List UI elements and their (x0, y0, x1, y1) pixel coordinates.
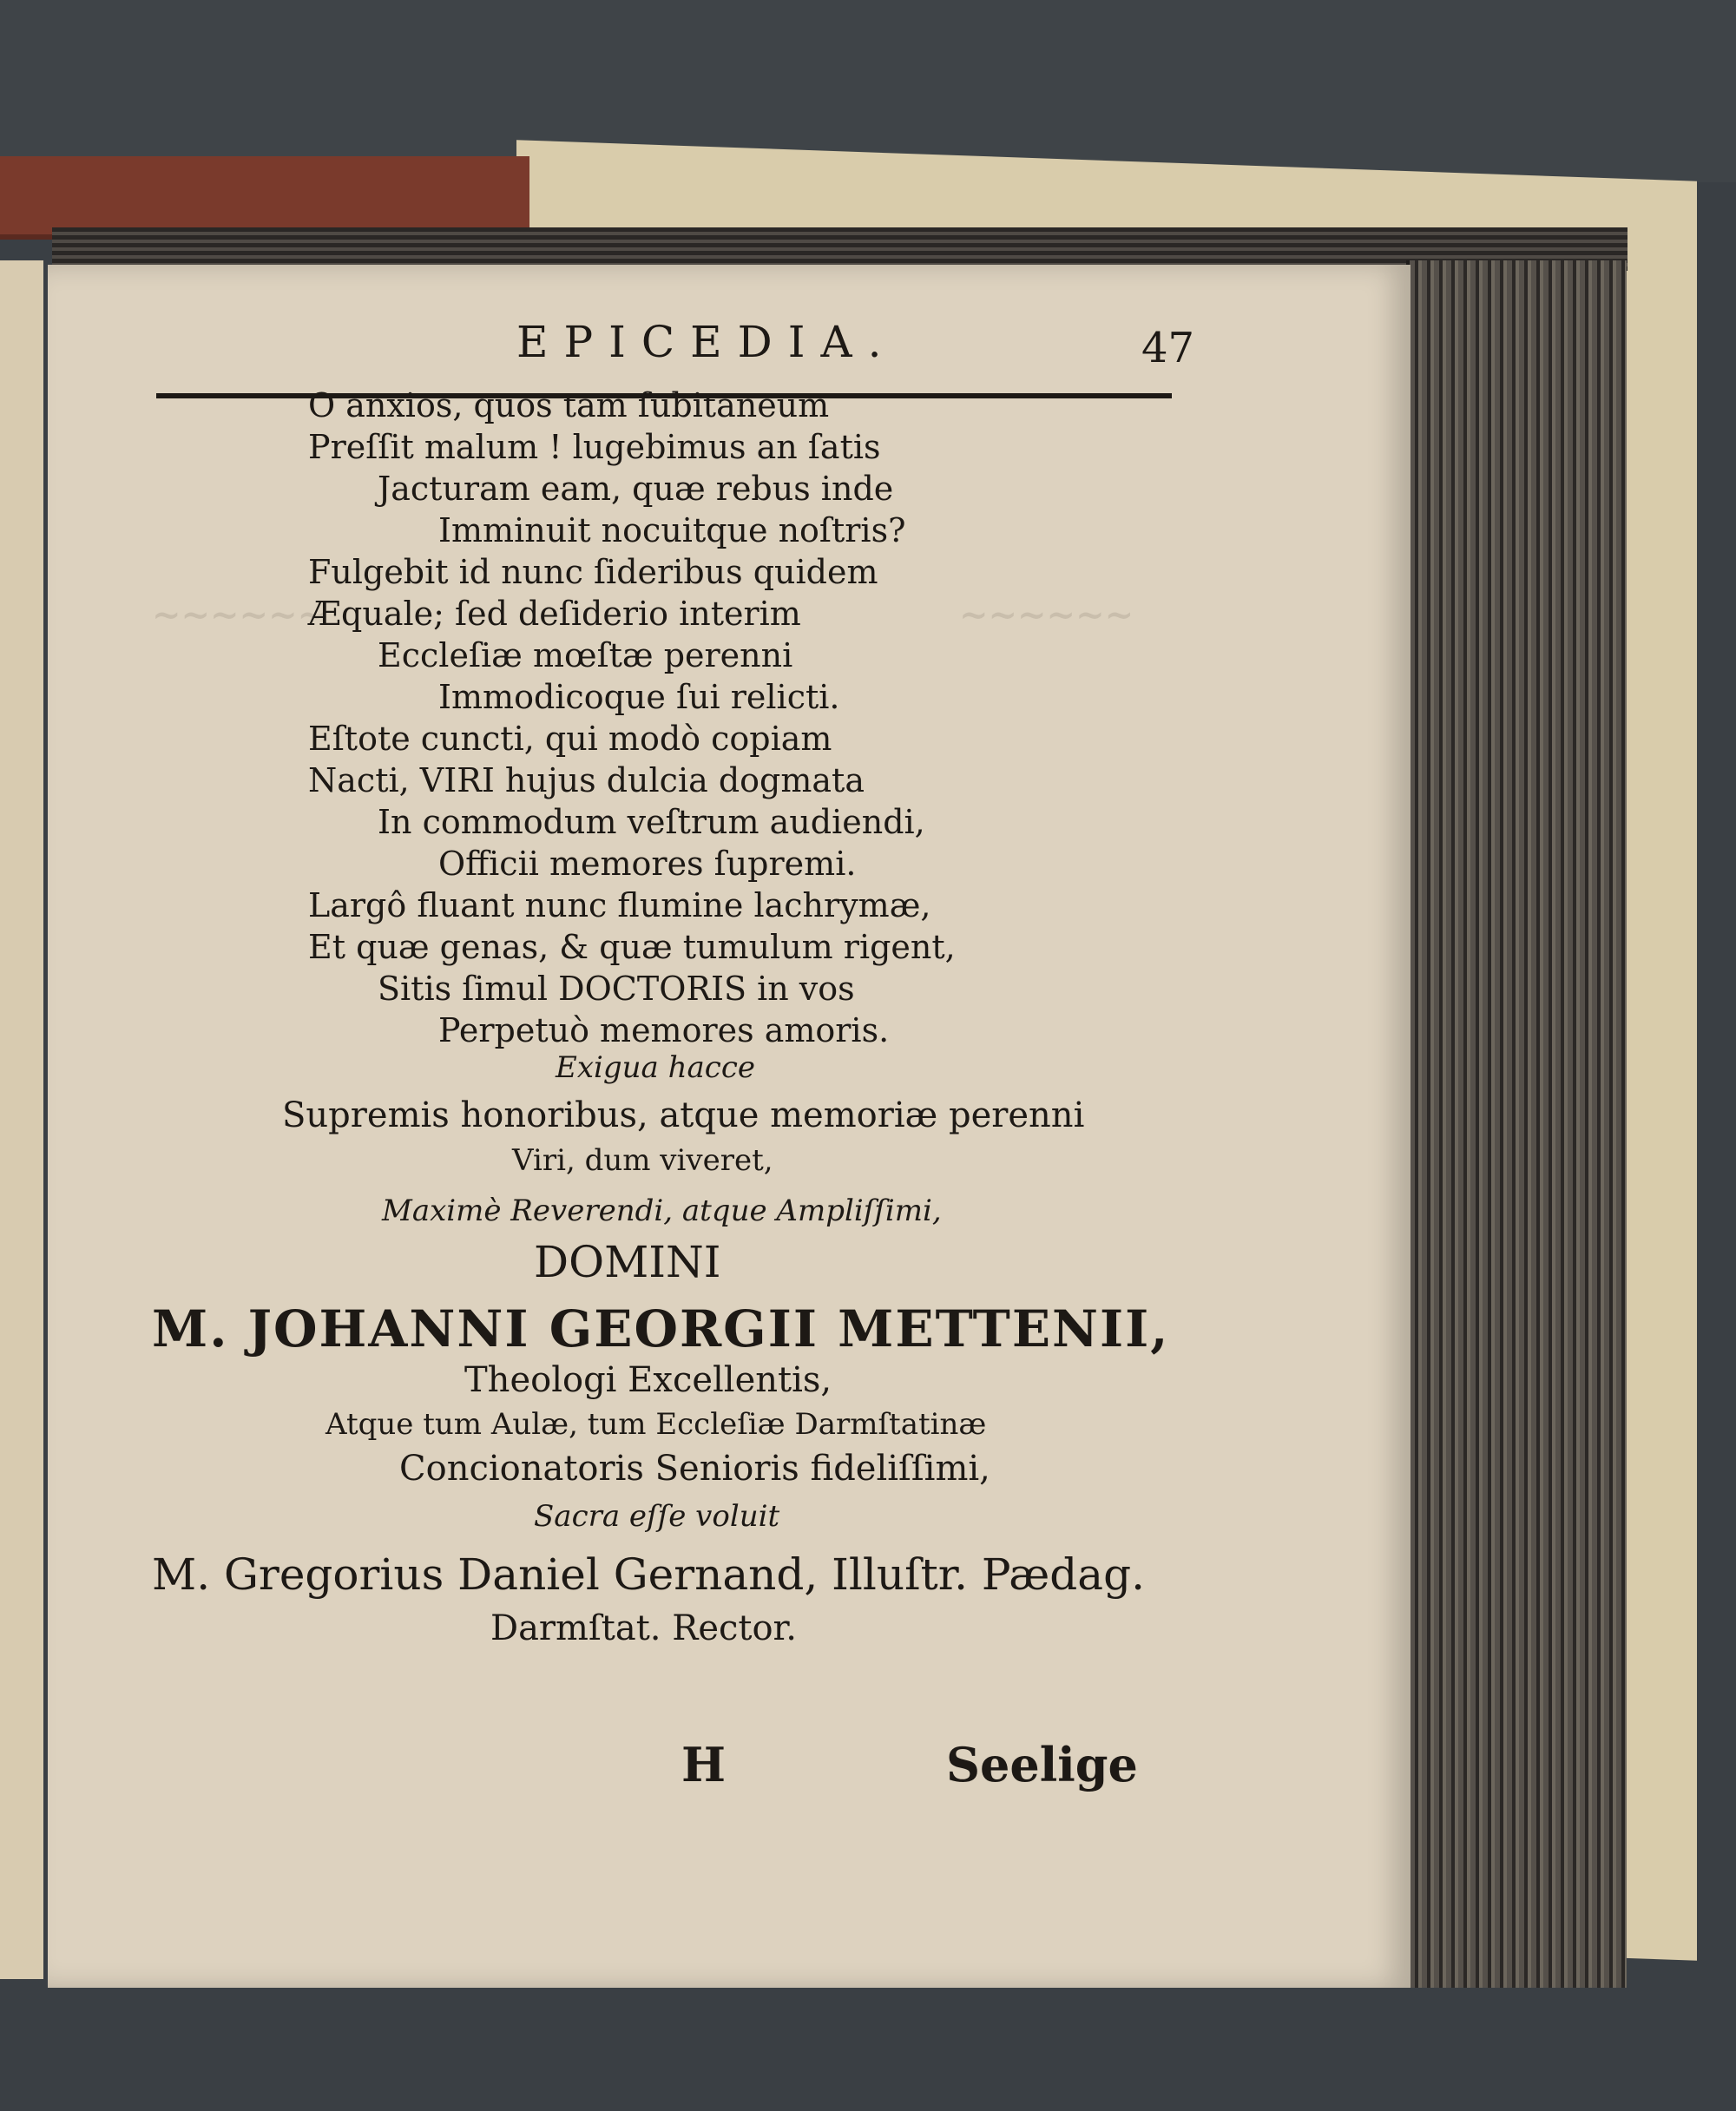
verse-line: Fulgebit id nunc ſideribus quidem (308, 553, 878, 591)
verse-line: Æquale; ſed deſiderio interim (308, 595, 801, 633)
dedication-line: Concionatoris Senioris fideliſſimi, (399, 1449, 990, 1489)
dedication-line: Viri, dum viveret, (512, 1143, 773, 1178)
verse-line: In commodum veſtrum audiendi, (378, 803, 925, 841)
verse-line: Perpetuò memores amoris. (438, 1011, 890, 1049)
verse-line: Eccleſiæ mœſtæ perenni (378, 636, 793, 674)
verse-line: Officii memores ſupremi. (438, 845, 857, 883)
signature-mark: H (681, 1737, 727, 1792)
dedication-line: Maximè Reverendi, atque Ampliſſimi, (382, 1194, 942, 1228)
dedication-line: Theologi Excellentis, (464, 1360, 832, 1400)
dedication-line: DOMINI (534, 1237, 721, 1287)
page-header (152, 317, 1194, 395)
dedication-line: Atque tum Aulæ, tum Eccleſiæ Darmſtatinæ (326, 1407, 987, 1442)
verse-line: Preſſit malum ! lugebimus an ſatis (308, 428, 881, 466)
verse-line: Largô fluant nunc flumine lachrymæ, (308, 886, 931, 924)
page-number: 47 (1141, 324, 1195, 372)
dedication-line: Sacra eſſe voluit (534, 1499, 780, 1534)
verse-line: Immodicoque ſui relicti. (438, 678, 840, 716)
verse-line: Et quæ genas, & quæ tumulum rigent, (308, 928, 956, 966)
dedication-line: Supremis honoribus, atque memoriæ perenni (282, 1095, 1085, 1135)
verse-line: Imminuit nocuitque noſtris? (438, 511, 906, 549)
bleed-through: ~~~~~~ (152, 595, 327, 635)
dedication-line: Exigua hacce (556, 1050, 755, 1085)
verse-line: O anxios, quos tam ſubitaneum (308, 386, 830, 424)
verse-line: Eſtote cuncti, qui modò copiam (308, 720, 832, 758)
verse-line: Jacturam eam, quæ rebus inde (378, 470, 894, 508)
verse-line: Sitis ſimul DOCTORIS in vos (378, 970, 855, 1008)
running-title: EPICEDIA. (516, 317, 898, 367)
dedication-line: Darmſtat. Rector. (490, 1608, 797, 1648)
book-page (48, 265, 1410, 1988)
catchword: Seelige (946, 1737, 1138, 1792)
verse-line: Nacti, VIRI hujus dulcia dogmata (308, 761, 865, 799)
left-page-edge (0, 260, 43, 1979)
dedication-line: M. Gregorius Daniel Gernand, Illuſtr. Pædag. (152, 1549, 1146, 1600)
dedication-line: M. JOHANNI GEORGII METTENII, (152, 1299, 1170, 1358)
page-stack-edge (1406, 260, 1627, 1988)
bleed-through: ~~~~~~ (959, 595, 1134, 635)
